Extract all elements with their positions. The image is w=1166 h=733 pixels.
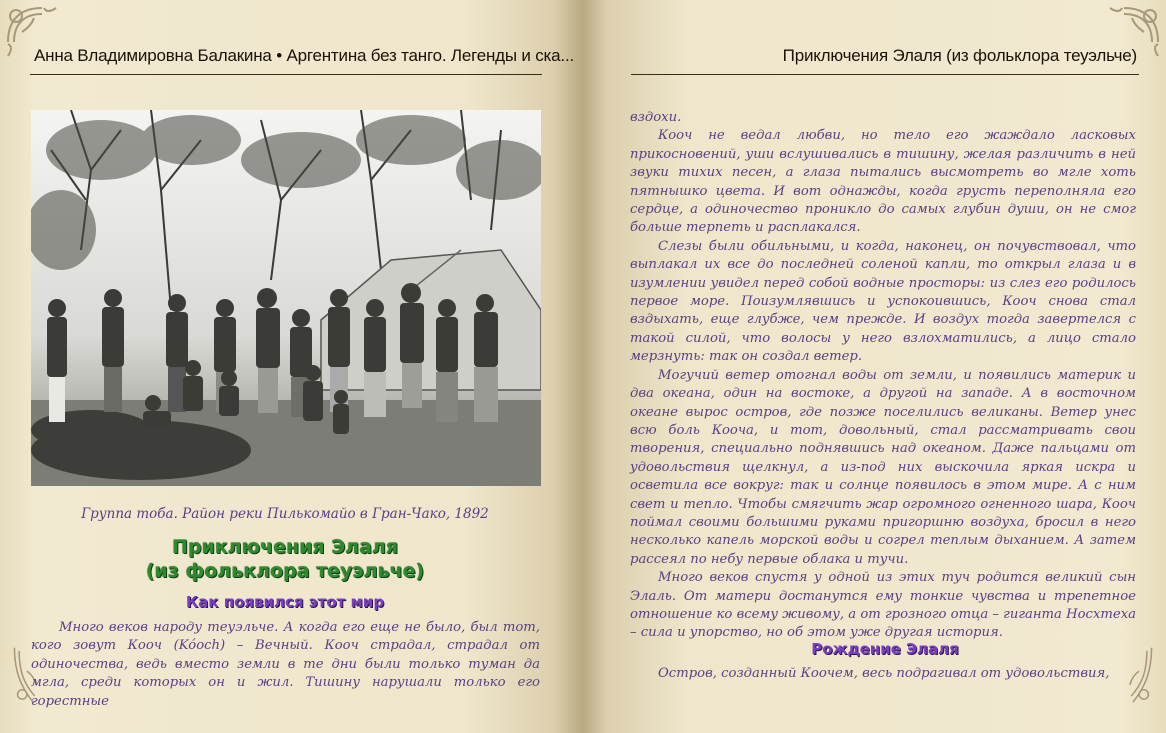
header-rule xyxy=(631,74,1139,75)
chapter-title-line2: (из фольклора теуэльче) xyxy=(145,560,425,582)
header-rule xyxy=(30,74,542,75)
right-body-tail xyxy=(630,665,1136,683)
paragraph: Слезы были обильными, и когда, наконец, он почувствовал, что выплакал их все до последней соленой капли, то открыл глаза и в изумлении увидел перед собой водные просторы: из слез его родилось первое море. Поизумлявшись и успокоившись, Кооч снова стал вздыхать, еще глубже, чем прежде. И воздух тогда завертелся с такой силой, что волосы у него взлохматились, а лицо стало мерзнуть: так он создал ветер. xyxy=(630,238,1136,365)
photo-caption: Группа тоба. Район реки Пилькомайо в Гран-Чако, 1892 xyxy=(81,506,489,522)
section-title: Как появился этот мир xyxy=(185,593,385,611)
chapter-title xyxy=(30,535,540,583)
paragraph: Остров, созданный Коочем, весь подрагивал от удовольствия, xyxy=(658,666,1110,681)
section-title: Рождение Элаля xyxy=(811,640,959,658)
book-spine xyxy=(575,0,591,4)
paragraph: вздохи. xyxy=(630,110,682,125)
right-running-header: Приключения Элаля (из фольклора теуэльче) xyxy=(782,46,1137,65)
paragraph: Могучий ветер отогнал воды от земли, и появились материк и два океана, один на востоке, а другой на западе. А в восточном океане вырос остров, где позже поселились великаны. Ветер унес всю боль Кооча, и тот, довольный, стал рассматривать свои творения, специально поднявшись над океаном. Даже пальцами от удовольствия щелкнул, а из-под них выскочила яркая искра и осветила все вокруг: так и солнце появилось в этом мире. А с ним свет и тепло. Чтобы смягчить жар огромного огненного шара, Кооч поймал своими большими руками пригоршню воздуха, бросил в него несколько капель морской воды и согрел теплым дыханием. А затем рассеял по небу первые облака и тучи. xyxy=(630,367,1136,567)
right-page xyxy=(583,0,1166,733)
right-body-text xyxy=(630,109,1136,643)
paragraph: Кооч не ведал любви, но тело его жаждало ласковых прикосновений, уши вслушивались в тишину, желая различить в ней звуки тихих песен, а глаза пытались высмотреть во мгле хоть пятнышко цвета. И вот однажды, когда грусть переполняла его сердце, а одиночество проникло до самых глубин души, он не смог больше терпеть и расплакался. xyxy=(630,128,1136,236)
paragraph: Много веков народу теуэльче. А когда его еще не было, был тот, кого зовут Кооч (Kóoch) – Вечный. Кооч страдал, страдал от одиночества, ведь вместо земли в те дни были только туман да мгла, среди которых он и жил. Тишину нарушали только его горестные xyxy=(31,620,540,709)
photo-illustration xyxy=(31,110,541,486)
paragraph: Много веков спустя у одной из этих туч родится великий сын Элаль. От матери достанутся ему тонкие чувства и трепетное отношение ко всему живому, а от грозного отца – гиганта Носхтеха – сила и упорство, но об этом уже другая история. xyxy=(630,570,1136,641)
left-running-header: Анна Владимировна Балакина • Аргентина без танго. Легенды и ска... xyxy=(34,46,574,65)
left-body-text xyxy=(31,619,540,711)
chapter-title-line1: Приключения Элаля xyxy=(171,536,399,558)
group-photo xyxy=(31,110,541,486)
